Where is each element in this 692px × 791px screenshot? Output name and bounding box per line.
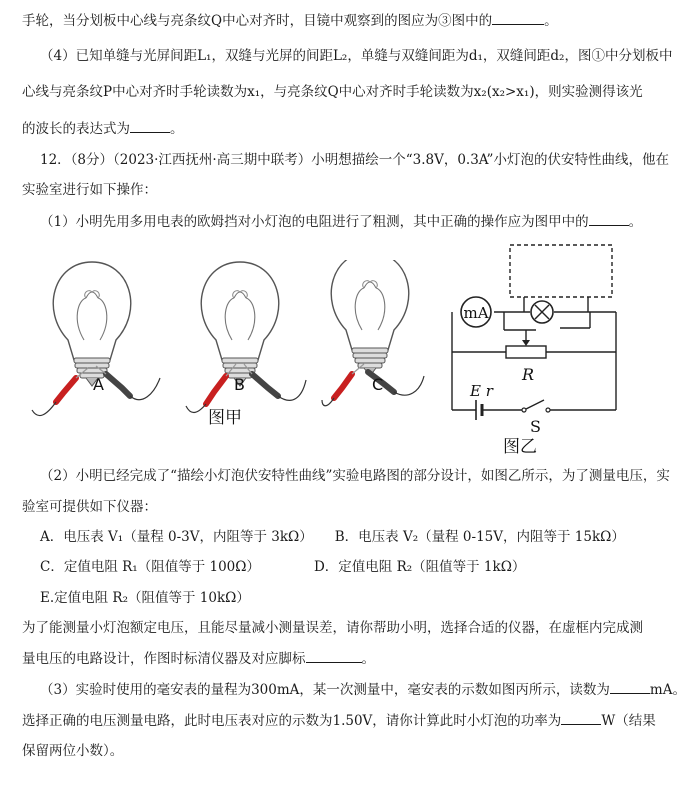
label-c: C <box>372 375 384 394</box>
answer-blank[interactable] <box>130 118 170 133</box>
text-line-4 <box>22 118 674 139</box>
option-a: A．电压表 V₁（量程 0-3V，内阻等于 3kΩ） <box>40 529 313 545</box>
figure-yi-caption: 图乙 <box>503 437 537 457</box>
text-segment: 的波长的表达式为 <box>22 121 130 137</box>
label-a: A <box>93 375 104 394</box>
text-line-2: （4）已知单缝与光屏间距L₁，双缝与光屏的间距L₂，单缝与双缝间距为d₁，双缝间距d₂，图①中分划板中 <box>40 48 673 64</box>
resistor-label: R <box>522 365 535 384</box>
text-line-6: 实验室进行如下操作： <box>22 182 157 198</box>
text-segment: （3）实验时使用的毫安表的量程为300mA，某一次测量中，毫安表的示数如图丙所示，读数为 <box>40 682 610 698</box>
text-line-17: 保留两位小数）。 <box>22 743 124 759</box>
option-b: B．电压表 V₂（量程 0-15V，内阻等于 15kΩ） <box>334 529 625 545</box>
text-segment: mA。 <box>649 682 686 698</box>
text-segment: 。 <box>628 214 643 230</box>
text-line-10 <box>40 527 692 547</box>
text-segment: 。 <box>544 13 558 29</box>
label-b: B <box>234 375 245 394</box>
text-segment: 量电压的电路设计，作图时标清仪器及对应脚标 <box>22 651 306 667</box>
option-d: D．定值电阻 R₂（阻值等于 1kΩ） <box>313 559 526 575</box>
rheostat <box>506 346 546 358</box>
text-line-5: 12．（8分）（2023·江西抚州·高三期中联考）小明想描绘一个“3.8V，0.3A”小灯泡的伏安特性曲线，他在 <box>40 152 669 168</box>
text-segment: W（结果 <box>601 713 656 729</box>
text-line-9: 验室可提供如下仪器： <box>22 499 157 515</box>
text-line-16 <box>22 710 674 731</box>
text-segment: 手轮，当分划板中心线与亮条纹Q中心对齐时，目镜中观察到的图应为③图中的 <box>22 13 493 29</box>
figure-jia-caption: 图甲 <box>208 408 242 428</box>
bulb-b <box>186 262 306 413</box>
slider-arrow <box>522 340 530 346</box>
text-line-3: 心线与亮条纹P中心对齐时手轮读数为x₁，与亮条纹Q中心对齐时手轮读数为x₂(x₂>x₁)，则实验测得该光 <box>22 84 643 100</box>
figure-yi-circuit <box>440 240 650 440</box>
answer-blank[interactable] <box>589 211 629 226</box>
dashed-box <box>510 245 612 297</box>
text-segment: 选择正确的电压测量电路，此时电压表对应的示数为1.50V，请你计算此时小灯泡的功率为 <box>22 713 562 729</box>
switch-label: S <box>530 417 541 436</box>
answer-blank[interactable] <box>306 648 362 663</box>
text-line-7 <box>40 211 692 232</box>
text-line-8: （2）小明已经完成了“描绘小灯泡伏安特性曲线”实验电路图的部分设计，如图乙所示，为了测量电压，实 <box>40 468 670 484</box>
option-c: C．定值电阻 R₁（阻值等于 100Ω） <box>40 559 260 575</box>
answer-blank[interactable] <box>561 710 601 725</box>
answer-blank[interactable] <box>610 679 650 694</box>
text-segment: 。 <box>361 651 375 667</box>
battery-label: E r <box>470 382 493 400</box>
answer-blank[interactable] <box>492 10 544 25</box>
text-line-13: 为了能测量小灯泡额定电压，且能尽量减小测量误差，请你帮助小明，选择合适的仪器，在虚框内完成测 <box>22 620 643 636</box>
text-line-12: E.定值电阻 R₂（阻值等于 10kΩ） <box>40 590 250 606</box>
meter-label: mA <box>463 304 489 322</box>
text-line-11 <box>40 557 692 577</box>
text-line-14 <box>22 648 674 669</box>
text-line-1 <box>22 10 674 31</box>
text-line-15 <box>40 679 692 700</box>
text-segment: （1）小明先用多用电表的欧姆挡对小灯泡的电阻进行了粗测，其中正确的操作应为图甲中的 <box>40 214 589 230</box>
text-segment: 。 <box>170 121 184 137</box>
